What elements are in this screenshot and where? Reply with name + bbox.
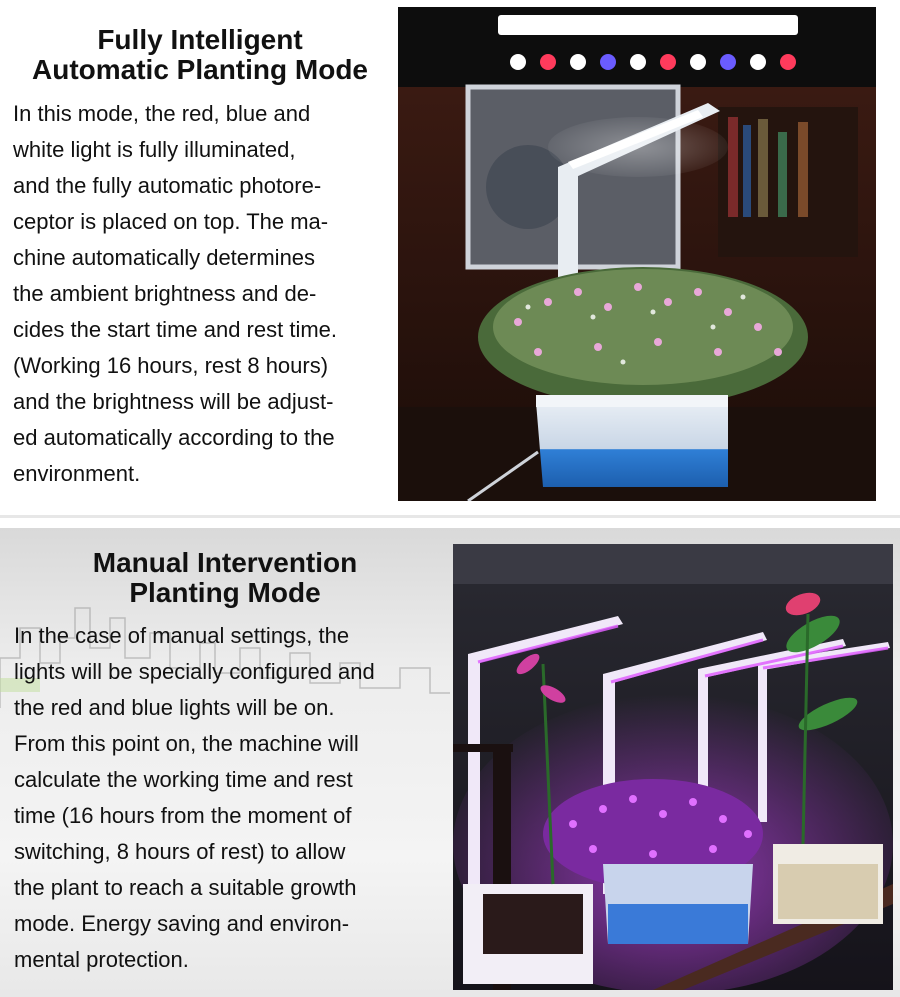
product-photo-manual-mode	[453, 544, 893, 990]
description-line: time (16 hours from the moment of	[14, 803, 352, 828]
planter-illustration	[398, 7, 876, 501]
description-line: switching, 8 hours of rest) to allow	[14, 839, 346, 864]
section-title	[8, 548, 442, 608]
description-line: mental protection.	[14, 947, 189, 972]
description-line: the red and blue lights will be on.	[14, 695, 335, 720]
section-description	[14, 618, 446, 978]
description-line: From this point on, the machine will	[14, 731, 359, 756]
description-line: and the fully automatic photore-	[13, 173, 322, 198]
description-line: lights will be specially configured and	[14, 659, 375, 684]
title-line: Manual Intervention	[92, 547, 358, 578]
description-line: (Working 16 hours, rest 8 hours)	[13, 353, 329, 378]
section-title	[4, 25, 396, 85]
title-line: Fully Intelligent	[97, 24, 303, 55]
description-line: calculate the working time and rest	[14, 767, 353, 792]
title-line: Planting Mode	[129, 577, 321, 608]
description-line: the plant to reach a suitable growth	[14, 875, 357, 900]
section-description	[13, 96, 398, 492]
description-line: mode. Energy saving and environ-	[14, 911, 350, 936]
description-line: environment.	[13, 461, 141, 486]
description-line: white light is fully illuminated,	[13, 137, 296, 162]
description-line: the ambient brightness and de-	[13, 281, 317, 306]
description-line: chine automatically determines	[13, 245, 316, 270]
planters-illustration	[453, 544, 893, 990]
description-line: cides the start time and rest time.	[13, 317, 338, 342]
description-line: In this mode, the red, blue and	[13, 101, 311, 126]
description-line: and the brightness will be adjust-	[13, 389, 334, 414]
title-line: Automatic Planting Mode	[32, 54, 368, 85]
section-manual-mode	[0, 528, 900, 997]
description-line: ed automatically according to the	[13, 425, 335, 450]
product-photo-automatic-mode	[398, 7, 876, 501]
description-line: In the case of manual settings, the	[14, 623, 350, 648]
description-line: ceptor is placed on top. The ma-	[13, 209, 329, 234]
